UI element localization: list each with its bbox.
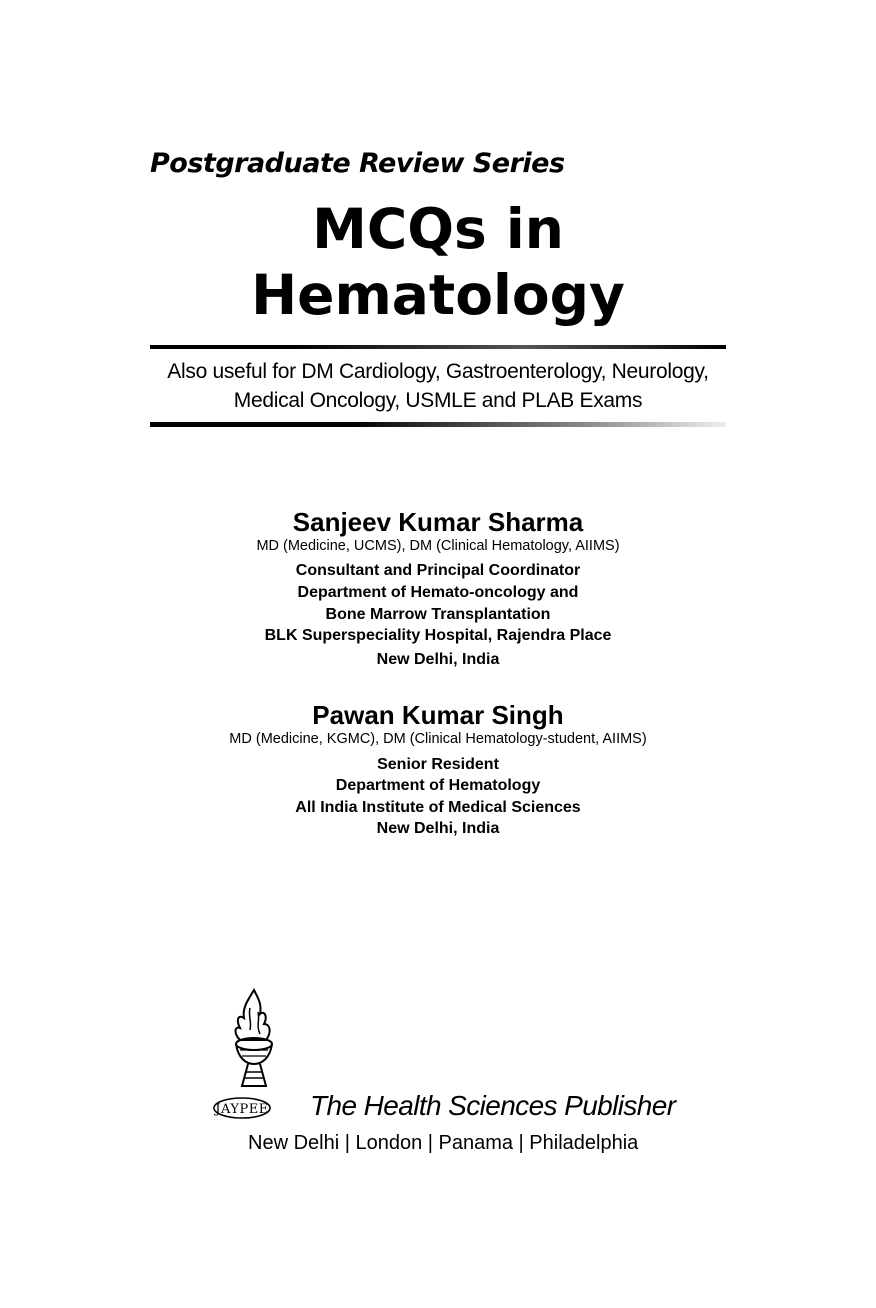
publisher-tagline: The Health Sciences Publisher bbox=[310, 1090, 676, 1121]
author-1-affiliation-5: New Delhi, India bbox=[376, 651, 500, 668]
top-divider bbox=[150, 345, 726, 349]
author-1-name: Sanjeev Kumar Sharma bbox=[292, 507, 584, 537]
subtitle-line-2: Medical Oncology, USMLE and PLAB Exams bbox=[233, 389, 643, 412]
author-2-degrees: MD (Medicine, KGMC), DM (Clinical Hematology-student, AIIMS) bbox=[229, 731, 647, 747]
author-1-affiliation-1: Consultant and Principal Coordinator bbox=[295, 562, 581, 579]
author-2-affiliation-2: Department of Hematology bbox=[335, 777, 541, 794]
torch-icon bbox=[212, 988, 302, 1120]
author-1-degrees: MD (Medicine, UCMS), DM (Clinical Hematology, AIIMS) bbox=[256, 538, 620, 554]
author-1-affiliation-2: Department of Hemato-oncology and bbox=[297, 584, 579, 601]
publisher-cities: New Delhi | London | Panama | Philadelphia bbox=[248, 1132, 639, 1154]
author-2-name: Pawan Kumar Singh bbox=[312, 700, 564, 730]
bottom-divider bbox=[150, 422, 726, 427]
logo-text: JAYPEE bbox=[215, 1102, 269, 1117]
author-2-affiliation-3: All India Institute of Medical Sciences bbox=[295, 799, 581, 816]
author-2-affiliation-4: New Delhi, India bbox=[376, 820, 500, 837]
subtitle-line-1: Also useful for DM Cardiology, Gastroenterology, Neurology, bbox=[167, 360, 709, 383]
author-1-affiliation-3: Bone Marrow Transplantation bbox=[325, 606, 551, 623]
publisher-logo bbox=[212, 988, 302, 1120]
book-title-line-2: Hematology bbox=[251, 263, 625, 327]
series-title: Postgraduate Review Series bbox=[150, 148, 565, 179]
book-title-line-1: MCQs in bbox=[312, 197, 564, 261]
author-2-affiliation-1: Senior Resident bbox=[377, 756, 499, 773]
author-1-affiliation-4: BLK Superspeciality Hospital, Rajendra Place bbox=[264, 627, 612, 644]
